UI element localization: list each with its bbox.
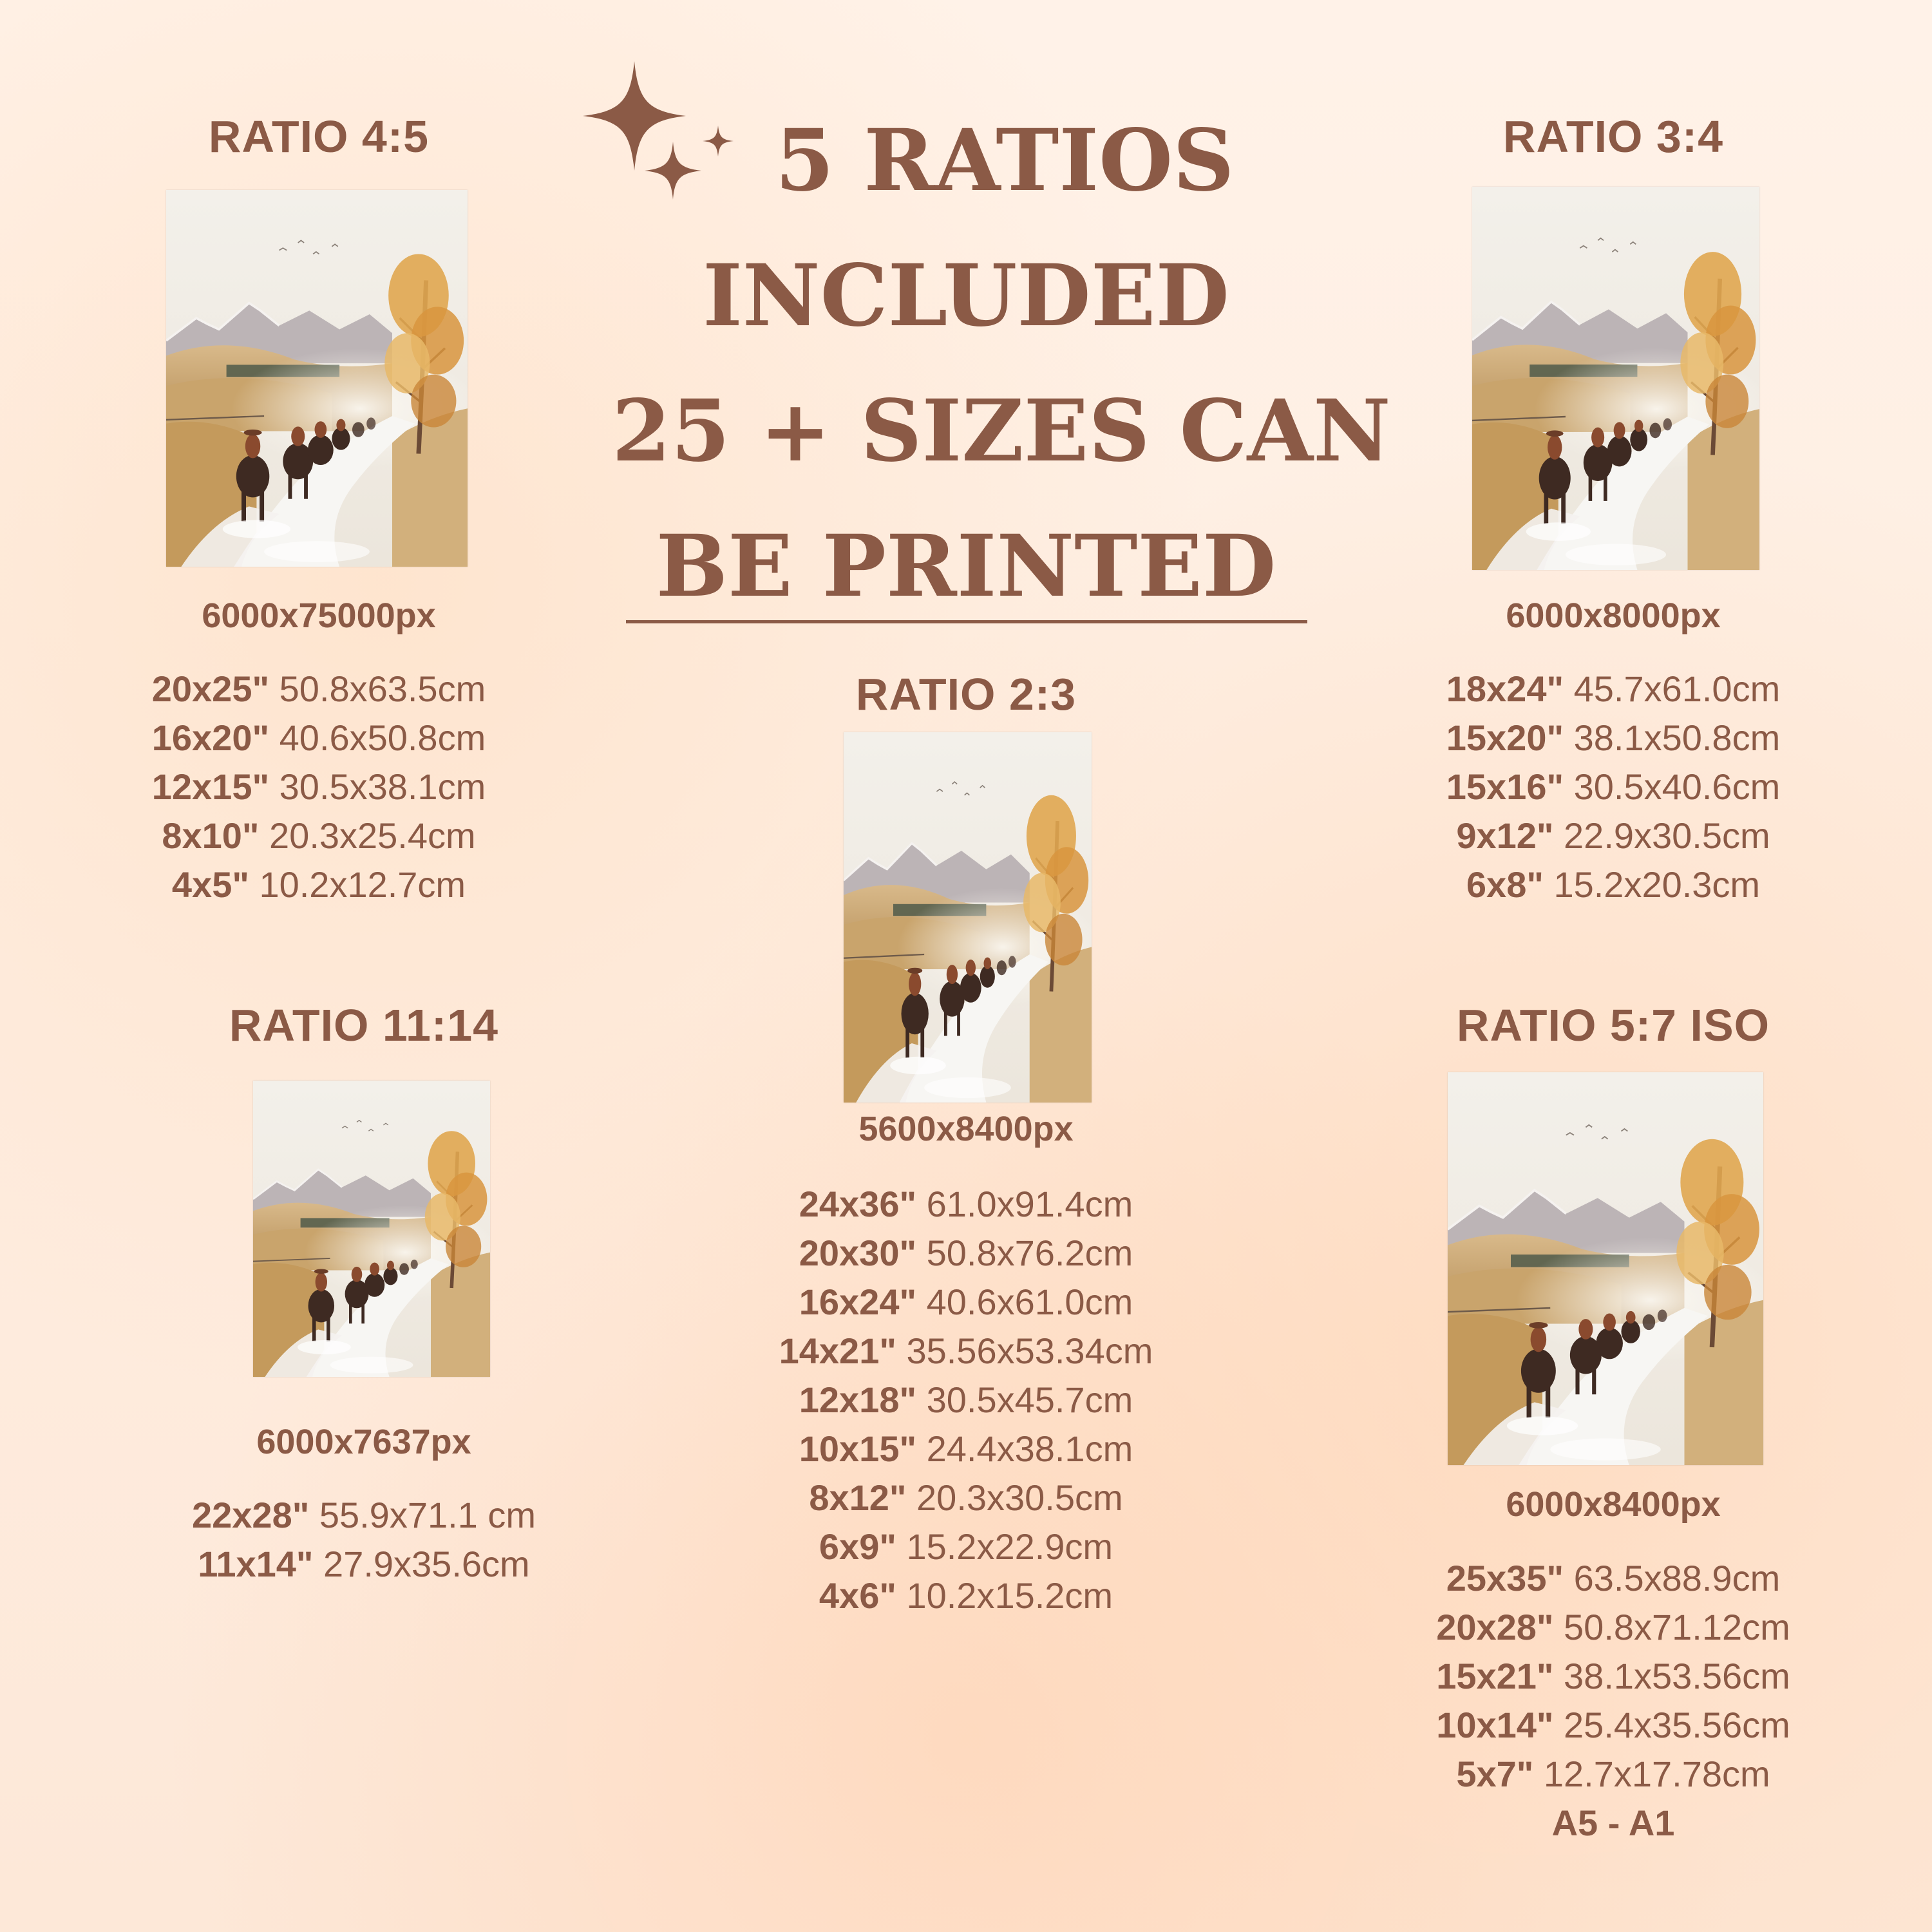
size-row: 16x20" 40.6x50.8cm	[151, 717, 486, 758]
size-row: 14x21" 35.56x53.34cm	[779, 1331, 1153, 1371]
size-list-2-3	[724, 1180, 1208, 1620]
size-row: 9x12" 22.9x30.5cm	[1456, 815, 1770, 856]
size-row: 16x24" 40.6x61.0cm	[799, 1282, 1133, 1322]
size-row: 20x28" 50.8x71.12cm	[1436, 1607, 1790, 1647]
size-row: 15x20" 38.1x50.8cm	[1446, 717, 1781, 758]
size-row: 15x16" 30.5x40.6cm	[1446, 766, 1781, 807]
ratio-title-4-5: RATIO 4:5	[208, 111, 430, 162]
ratio-title-3-4: RATIO 3:4	[1502, 111, 1724, 162]
size-row: 12x15" 30.5x38.1cm	[151, 766, 486, 807]
pixel-size-2-3: 5600x8400px	[858, 1110, 1074, 1148]
headline-line-1: 5 RATIOS	[775, 111, 1235, 211]
size-row: 25x35" 63.5x88.9cm	[1446, 1558, 1781, 1598]
ratio-title-5-7-iso: RATIO 5:7 ISO	[1456, 1000, 1770, 1050]
artwork-preview-3-4	[1472, 187, 1759, 570]
pixel-size-3-4: 6000x8000px	[1506, 596, 1721, 635]
ratio-title-11-14: RATIO 11:14	[229, 1000, 499, 1050]
iso-range: A5 - A1	[1551, 1803, 1675, 1843]
artwork-preview-4-5	[166, 190, 468, 567]
pixel-size-5-7-iso: 6000x8400px	[1506, 1485, 1721, 1524]
headline-line-3: 25 + SIZES CAN	[612, 381, 1391, 481]
size-row: 6x9" 15.2x22.9cm	[819, 1526, 1113, 1567]
size-row: 8x12" 20.3x30.5cm	[809, 1477, 1123, 1518]
size-row: 20x30" 50.8x76.2cm	[799, 1233, 1133, 1273]
size-row: 6x8" 15.2x20.3cm	[1466, 864, 1761, 905]
size-row: 4x6" 10.2x15.2cm	[819, 1575, 1113, 1616]
size-row: 5x7" 12.7x17.78cm	[1456, 1754, 1770, 1794]
size-row: 4x5" 10.2x12.7cm	[171, 864, 466, 905]
size-list-3-4	[1372, 665, 1855, 909]
artwork-preview-11-14	[253, 1081, 490, 1377]
size-list-5-7-iso	[1372, 1554, 1855, 1848]
size-row: 12x18" 30.5x45.7cm	[799, 1379, 1133, 1420]
size-row: 10x15" 24.4x38.1cm	[799, 1428, 1133, 1469]
headline	[612, 93, 1391, 634]
size-row: 15x21" 38.1x53.56cm	[1436, 1656, 1790, 1696]
pixel-size-4-5: 6000x75000px	[202, 596, 436, 635]
size-list-4-5	[77, 665, 560, 909]
size-row: 11x14" 27.9x35.6cm	[198, 1544, 530, 1584]
headline-line-2: INCLUDED	[703, 246, 1229, 346]
size-row: 10x14" 25.4x35.56cm	[1436, 1705, 1790, 1745]
headline-divider	[626, 620, 1307, 623]
size-row: 8x10" 20.3x25.4cm	[162, 815, 476, 856]
artwork-preview-5-7-iso	[1448, 1072, 1763, 1465]
size-list-11-14	[122, 1491, 605, 1589]
size-row: 22x28" 55.9x71.1 cm	[191, 1495, 536, 1535]
size-row: 24x36" 61.0x91.4cm	[799, 1184, 1133, 1224]
size-row: 20x25" 50.8x63.5cm	[151, 668, 486, 709]
size-row: 18x24" 45.7x61.0cm	[1446, 668, 1781, 709]
headline-line-4: BE PRINTED	[656, 516, 1276, 616]
ratio-title-2-3: RATIO 2:3	[855, 669, 1077, 719]
pixel-size-11-14: 6000x7637px	[256, 1423, 471, 1461]
artwork-preview-2-3	[844, 732, 1092, 1103]
